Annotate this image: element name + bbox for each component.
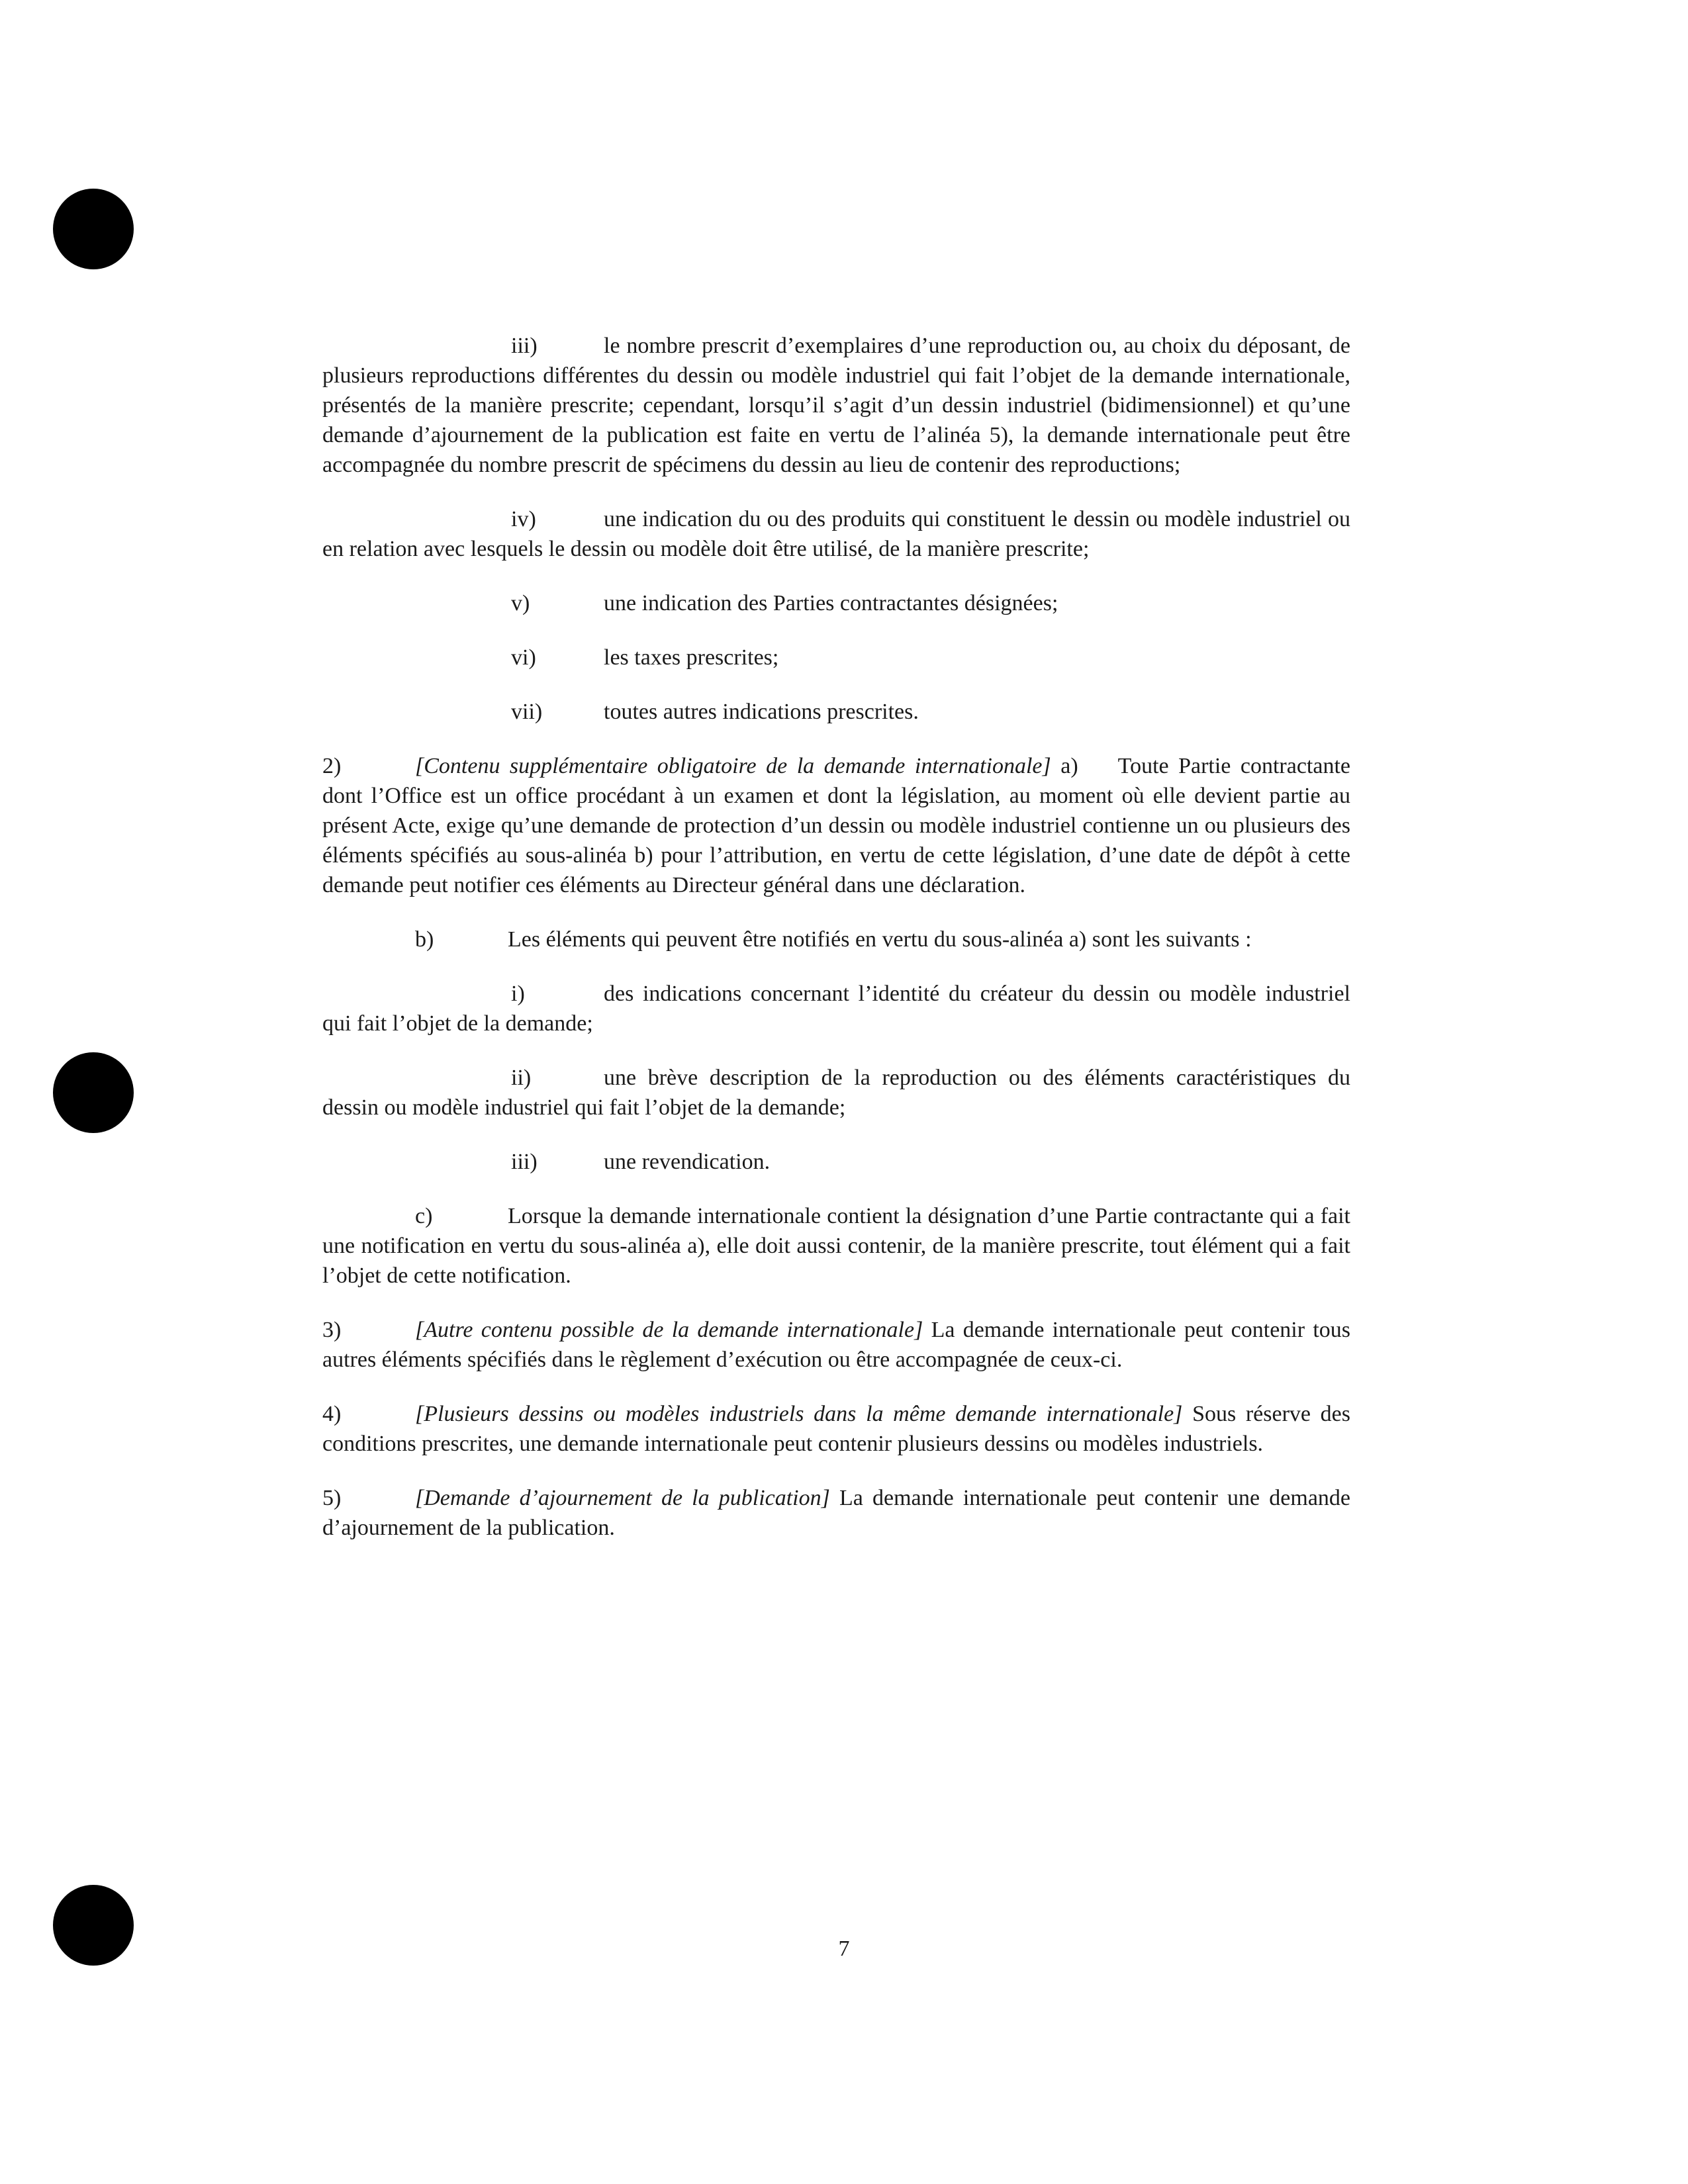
item-text: une revendication.	[604, 1150, 771, 1174]
paragraph-text: La demande internationale peut contenir tous autres éléments spécifiés dans le règlement d’exécution ou être accompagnée de ceux-ci.	[322, 1318, 1350, 1372]
item-number: ii)	[511, 1066, 532, 1090]
paragraph-4	[322, 1399, 1350, 1459]
item-text: toutes autres indications prescrites.	[604, 700, 919, 724]
paragraph-text: Toute Partie contractante dont l’Office est un office procédant à un examen et dont la législation, au moment où elle devient partie au présent Acte, exige qu’une demande de protection d’un dessin ou modèle industriel contienne un ou plusieurs des éléments spécifiés au sous-alinéa b) pour l’attribution, en vertu de cette législation, d’une date de dépôt à cette demande peut notifier ces éléments au Directeur général dans une déclaration.	[322, 754, 1351, 897]
document-body	[322, 331, 1350, 1567]
sub-paragraph-number: c)	[415, 1204, 433, 1228]
paragraph-heading: [Autre contenu possible de la demande internationale]	[415, 1318, 923, 1342]
item-number: iii)	[511, 1150, 538, 1174]
paragraph-5	[322, 1483, 1350, 1543]
paragraph-heading: [Contenu supplémentaire obligatoire de la demande internationale]	[415, 754, 1051, 778]
paragraph-number: 3)	[322, 1318, 342, 1342]
item-vii	[511, 697, 1350, 727]
item-vi	[511, 643, 1350, 672]
item-iv	[322, 504, 1350, 564]
paragraph-2	[322, 751, 1350, 900]
item-i	[322, 979, 1350, 1038]
item-text: une indication des Parties contractantes désignées;	[604, 591, 1058, 615]
item-v	[511, 588, 1350, 618]
paragraph-2c	[322, 1201, 1350, 1291]
paragraph-number: 2)	[322, 754, 342, 778]
paragraph-text: Sous réserve des conditions prescrites, une demande internationale peut contenir plusieurs dessins ou modèles industriels.	[322, 1402, 1350, 1456]
item-number: v)	[511, 591, 530, 615]
paragraph-2b	[322, 925, 1350, 954]
item-text: une indication du ou des produits qui constituent le dessin ou modèle industriel ou en relation avec lesquels le dessin ou modèle doit être utilisé, de la manière prescrite;	[322, 507, 1350, 561]
paragraph-text: Les éléments qui peuvent être notifiés en vertu du sous-alinéa a) sont les suivants :	[508, 927, 1252, 952]
item-number: vi)	[511, 645, 536, 670]
item-number: iv)	[511, 507, 536, 531]
page-number: 7	[838, 1936, 850, 1961]
paragraph-number: 4)	[322, 1402, 342, 1426]
punch-hole-middle	[53, 1052, 134, 1133]
sub-paragraph-number: a)	[1060, 754, 1078, 778]
item-iii-claim	[511, 1147, 1350, 1177]
paragraph-heading: [Plusieurs dessins ou modèles industriels dans la même demande internationale]	[415, 1402, 1183, 1426]
item-iii	[322, 331, 1350, 480]
paragraph-3	[322, 1315, 1350, 1375]
paragraph-text: Lorsque la demande internationale contient la désignation d’une Partie contractante qui a fait une notification en vertu du sous-alinéa a), elle doit aussi contenir, de la manière prescrite, tout élément qui a fait l’objet de cette notification.	[322, 1204, 1350, 1288]
item-text: une brève description de la reproduction ou des éléments caractéristiques du dessin ou modèle industriel qui fait l’objet de la demande;	[322, 1066, 1350, 1120]
item-number: i)	[511, 981, 525, 1006]
item-number: iii)	[511, 334, 538, 358]
paragraph-number: 5)	[322, 1486, 342, 1510]
punch-hole-top	[53, 189, 134, 269]
item-text: les taxes prescrites;	[604, 645, 779, 670]
item-text: le nombre prescrit d’exemplaires d’une reproduction ou, au choix du déposant, de plusieurs reproductions différentes du dessin ou modèle industriel qui fait l’objet de la demande internationale, présentés de la manière prescrite; cependant, lorsqu’il s’agit d’un dessin industriel (bidimensionnel) et qu’une demande d’ajournement de la publication est faite en vertu de l’alinéa 5), la demande internationale peut être accompagnée du nombre prescrit de spécimens du dessin au lieu de contenir des reproductions;	[322, 334, 1350, 477]
paragraph-heading: [Demande d’ajournement de la publication]	[415, 1486, 830, 1510]
paragraph-text: La demande internationale peut contenir une demande d’ajournement de la publication.	[322, 1486, 1350, 1540]
sub-paragraph-number: b)	[415, 927, 434, 952]
item-number: vii)	[511, 700, 543, 724]
item-text: des indications concernant l’identité du créateur du dessin ou modèle industriel qui fait l’objet de la demande;	[322, 981, 1350, 1036]
item-ii	[322, 1063, 1350, 1122]
